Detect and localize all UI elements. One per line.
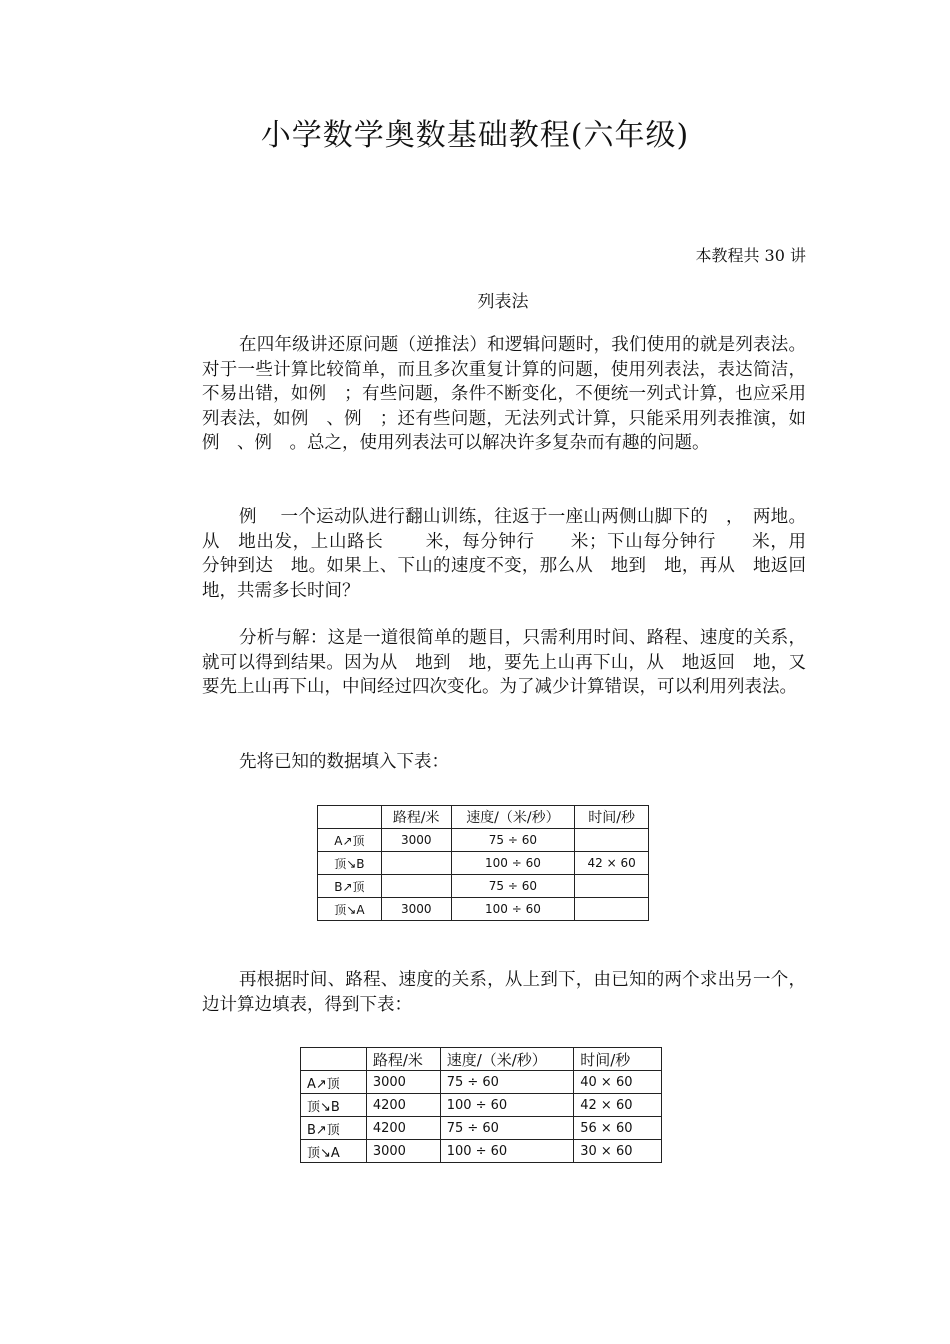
table-cell: 顶↘A [301, 1140, 367, 1163]
table-cell: 100 ÷ 60 [440, 1094, 574, 1117]
table-cell: 75 ÷ 60 [451, 829, 575, 852]
table-cell: 75 ÷ 60 [440, 1071, 574, 1094]
table-cell: 4200 [366, 1094, 440, 1117]
section-title: 列表法 [477, 292, 529, 312]
table-cell: B↗顶 [301, 1117, 367, 1140]
table-cell: 3000 [381, 829, 451, 852]
table-cell: 40 × 60 [574, 1071, 662, 1094]
table-row [318, 875, 649, 898]
table-header-cell [318, 806, 382, 829]
table-row [318, 852, 649, 875]
table-cell: 100 ÷ 60 [451, 852, 575, 875]
table-cell [575, 875, 649, 898]
table1-intro-paragraph: 先将已知的数据填入下表： [239, 752, 449, 772]
table-row [301, 1140, 662, 1163]
table-header-row [318, 806, 649, 829]
table-row [301, 1117, 662, 1140]
table-cell: 3000 [366, 1071, 440, 1094]
table-header-cell: 路程/米 [366, 1048, 440, 1071]
table-cell [575, 829, 649, 852]
table-row [301, 1094, 662, 1117]
table-row [318, 829, 649, 852]
table-cell: 3000 [381, 898, 451, 921]
table-header-cell [301, 1048, 367, 1071]
table-cell: A↗顶 [301, 1071, 367, 1094]
table-cell: 42 × 60 [574, 1094, 662, 1117]
series-note: 本教程共 30 讲 [695, 246, 806, 265]
table-cell: 100 ÷ 60 [451, 898, 575, 921]
computed-data-table [300, 1047, 662, 1163]
table-cell: 56 × 60 [574, 1117, 662, 1140]
example-problem-paragraph: 例 一个运动队进行翻山训练，往返于一座山两侧山脚下的 ， 两地。从 地出发，上山路长 米，每分钟行 米；下山每分钟行 米，用 分钟到达 地。如果上、下山的速度不变，那么从 地到 地，再从 地返回 地，共需多长时间？ [202, 507, 841, 601]
table2-intro-paragraph: 再根据时间、路程、速度的关系，从上到下，由已知的两个求出另一个，边计算边填表，得到下表： [202, 970, 806, 1015]
table-header-cell: 速度/（米/秒） [440, 1048, 574, 1071]
table-cell: 30 × 60 [574, 1140, 662, 1163]
table-cell [575, 898, 649, 921]
known-data-table [317, 805, 649, 921]
table-cell: B↗顶 [318, 875, 382, 898]
table-cell: 顶↘B [301, 1094, 367, 1117]
intro-paragraph: 在四年级讲还原问题（逆推法）和逻辑问题时，我们使用的就是列表法。对于一些计算比较简单，而且多次重复计算的问题，使用列表法，表达简洁，不易出错，如例 ；有些问题，条件不断变化，不便统一列式计算，也应采用列表法，如例 、例 ；还有些问题，无法列式计算，只能采用列表推演，如例 、例 。总之，使用列表法可以解决许多复杂而有趣的问题。 [202, 335, 806, 454]
table-header-cell: 时间/秒 [574, 1048, 662, 1071]
table-header-cell: 速度/（米/秒） [451, 806, 575, 829]
table-cell: 顶↘A [318, 898, 382, 921]
analysis-paragraph: 分析与解：这是一道很简单的题目，只需利用时间、路程、速度的关系，就可以得到结果。因为从 地到 地，要先上山再下山，从 地返回 地，又要先上山再下山，中间经过四次变化。为了减少计算错误，可以利用列表法。 [202, 628, 806, 698]
table-cell: 75 ÷ 60 [451, 875, 575, 898]
table-header-row [301, 1048, 662, 1071]
table-cell: 75 ÷ 60 [440, 1117, 574, 1140]
table-cell [381, 875, 451, 898]
page-title: 小学数学奥数基础教程(六年级) [260, 118, 690, 153]
table-cell: 顶↘B [318, 852, 382, 875]
table-cell: A↗顶 [318, 829, 382, 852]
table-header-cell: 路程/米 [381, 806, 451, 829]
table-cell: 100 ÷ 60 [440, 1140, 574, 1163]
table-header-cell: 时间/秒 [575, 806, 649, 829]
table-cell: 4200 [366, 1117, 440, 1140]
table-row [318, 898, 649, 921]
table-cell: 3000 [366, 1140, 440, 1163]
table-cell [381, 852, 451, 875]
table-cell: 42 × 60 [575, 852, 649, 875]
table-row [301, 1071, 662, 1094]
